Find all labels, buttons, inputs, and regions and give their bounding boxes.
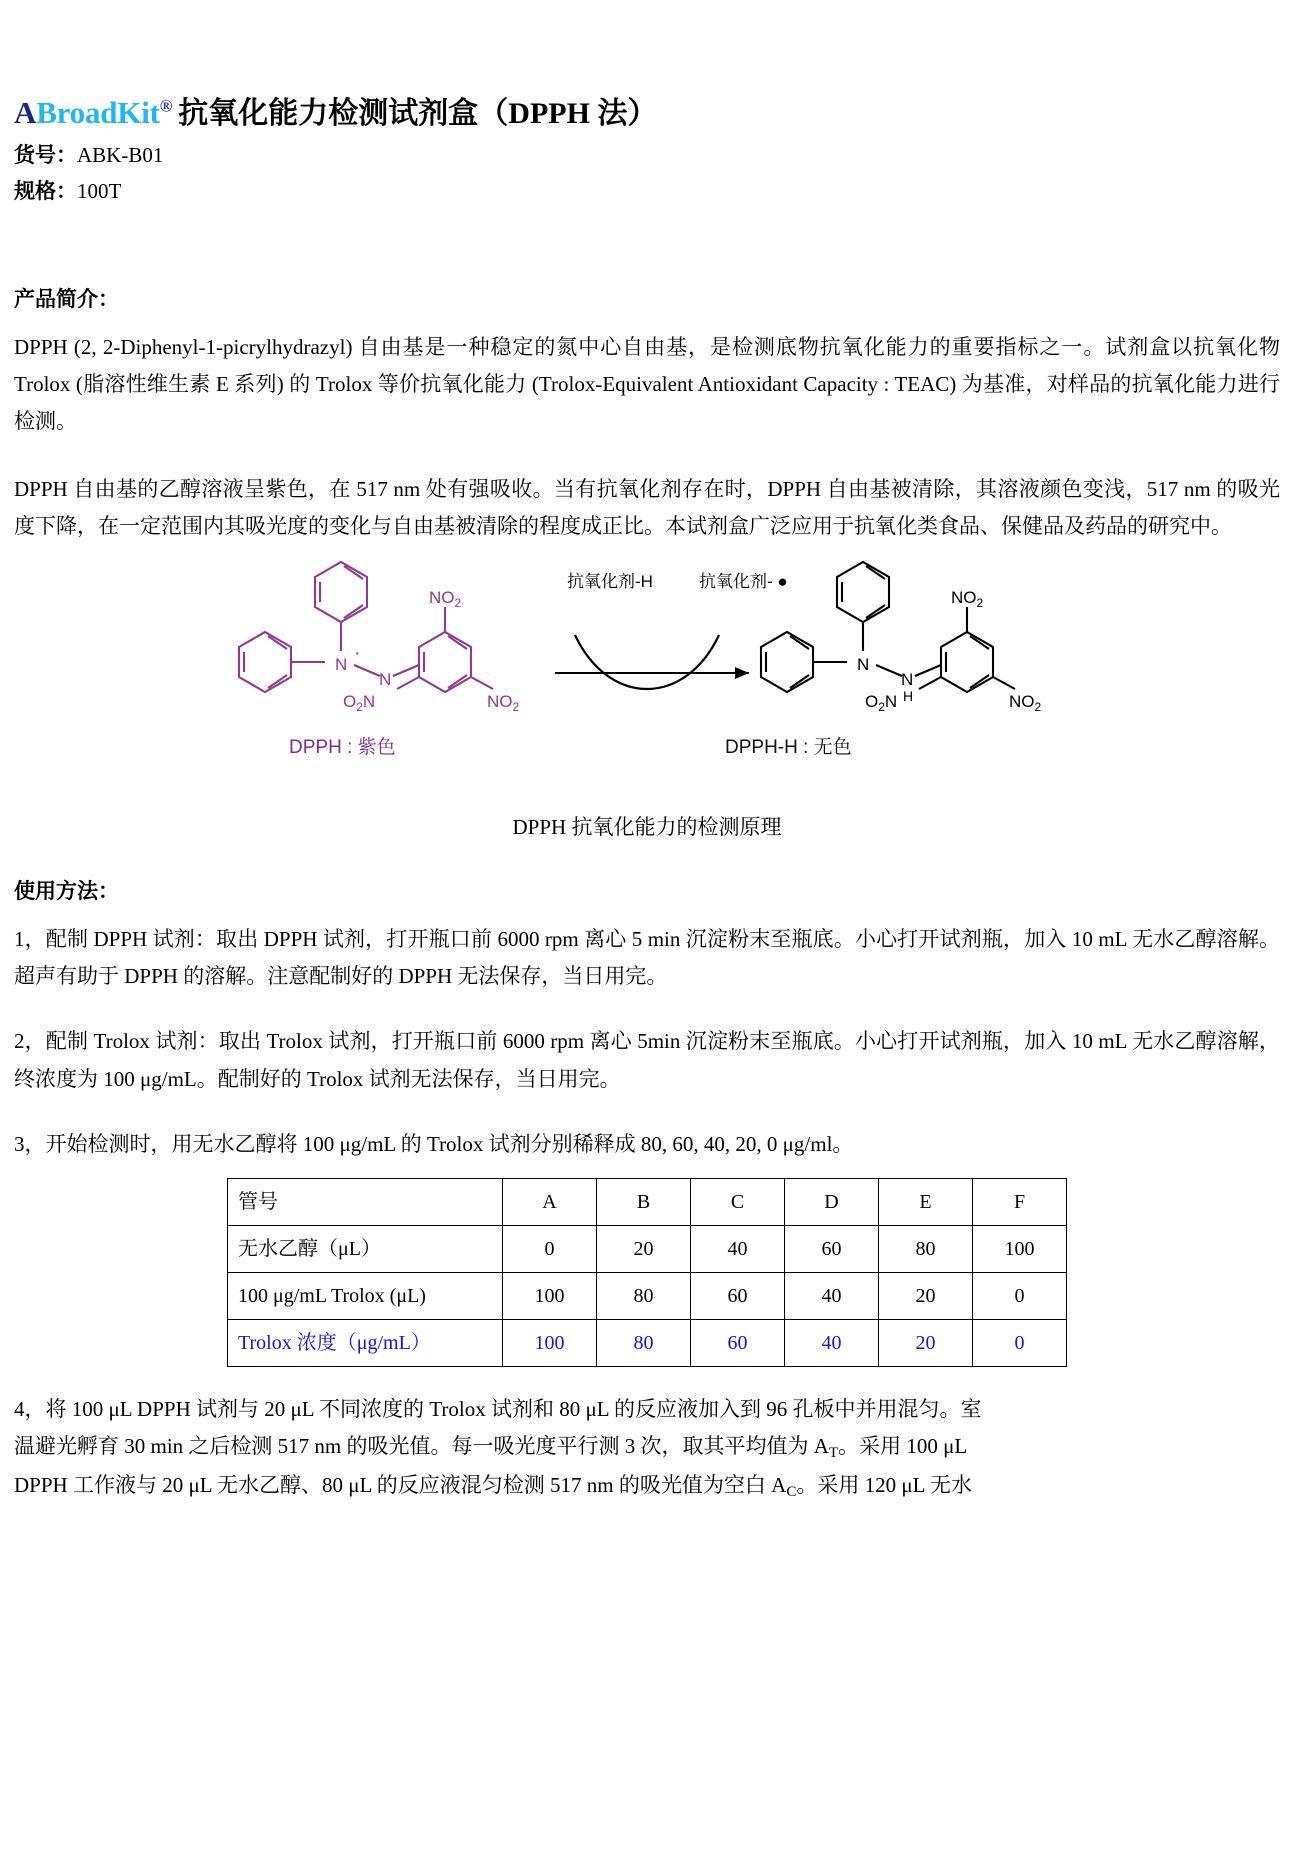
section-heading-intro: 产品简介： (14, 286, 119, 311)
table-cell: 80 (597, 1319, 691, 1366)
nitro-top: $NO_2$ (429, 588, 462, 611)
intro-paragraph-2: DPPH 自由基的乙醇溶液呈紫色，在 517 nm 处有强吸收。当有抗氧化剂存在时，DPPH 自由基被清除，其溶液颜色变浅，517 nm 的吸光度下降，在一定范围内其吸光度的变化与自由基被清除的程度成正比。本试剂盒广泛应用于抗氧化类食品、保健品及药品的研究中。 (14, 476, 1280, 539)
method-step-4-line-1: 4，将 100 μL DPPH 试剂与 20 μL 不同浓度的 Trolox 试剂和 80 μL 的反应液加入到 96 孔板中并用混匀。室 (14, 1396, 982, 1421)
dpph-atom-labels (335, 588, 520, 714)
brand-logo (14, 95, 172, 130)
table-cell: F (973, 1178, 1067, 1225)
spacer (14, 445, 1280, 471)
table-cell: 40 (691, 1225, 785, 1272)
table-row (228, 1178, 1067, 1225)
spacer (14, 209, 1280, 283)
absorbance-subscript-c: C (786, 1484, 797, 1501)
table-row-label: 无水乙醇（μL） (228, 1225, 503, 1272)
table-cell: 80 (879, 1225, 973, 1272)
method-step-4-line-3-rest: 。采用 120 μL 无水 (796, 1473, 972, 1498)
dpph-h-colorless-label: DPPH-H : 无色 (725, 737, 852, 759)
page-title (14, 92, 1280, 133)
table-row-label: Trolox 浓度（μg/mL） (228, 1319, 503, 1366)
table-row (228, 1225, 1067, 1272)
nitro-left-right: $O_2N$ (865, 692, 898, 715)
brand-logo-rest: BroadKit (36, 95, 160, 130)
atom-label-n2: N (379, 670, 392, 690)
product-title: 抗氧化能力检测试剂盒（DPPH 法） (178, 97, 658, 130)
table-row-highlighted (228, 1319, 1067, 1366)
nitro-top-right: $NO_2$ (951, 588, 984, 611)
table-cell: 80 (597, 1272, 691, 1319)
table-cell: 0 (973, 1319, 1067, 1366)
dpph-h-molecule-right (761, 562, 1015, 692)
table-cell: 60 (785, 1225, 879, 1272)
table-cell: 60 (691, 1319, 785, 1366)
catalog-number-label: 货号： (14, 142, 77, 167)
table-row (228, 1272, 1067, 1319)
table-row-label: 100 μg/mL Trolox (μL) (228, 1272, 503, 1319)
table-cell: 100 (973, 1225, 1067, 1272)
table-cell: 100 (503, 1319, 597, 1366)
table-cell: 0 (503, 1225, 597, 1272)
method-step-4-line-3-text: DPPH 工作液与 20 μL 无水乙醇、80 μL 的反应液混匀检测 517 nm 的吸光值为空白 A (14, 1473, 787, 1498)
radical-dot: · (354, 642, 361, 665)
table-cell: 20 (879, 1272, 973, 1319)
method-step-4-line-2-text: 温避光孵育 30 min 之后检测 517 nm 的吸光值。每一吸光度平行测 3 次，取其平均值为 A (14, 1433, 829, 1458)
method-step-3: 3，开始检测时，用无水乙醇将 100 μg/mL 的 Trolox 试剂分别稀释成 80, 60, 40, 20, 0 μg/ml。 (14, 1132, 854, 1157)
table-cell: 20 (879, 1319, 973, 1366)
table-cell: 100 (503, 1272, 597, 1319)
catalog-number-line (14, 137, 1280, 173)
table-cell: A (503, 1178, 597, 1225)
specification-line (14, 173, 1280, 209)
arrow-labels (567, 572, 788, 591)
reaction-arrow (555, 635, 749, 689)
specification-label: 规格： (14, 178, 77, 203)
dpph-molecule-left (239, 562, 493, 692)
absorbance-subscript-t: T (828, 1445, 839, 1462)
dilution-table-wrapper (14, 1178, 1280, 1367)
reagent-out-label: 抗氧化剂- ● (699, 572, 788, 592)
table-row-label: 管号 (228, 1178, 503, 1225)
spacer (14, 845, 1280, 875)
spacer (14, 999, 1280, 1023)
atom-label-n-right: N (857, 655, 870, 675)
method-step-4-line-2-rest: 。采用 100 μL (838, 1433, 968, 1458)
specification-value: 100T (77, 178, 122, 203)
trolox-dilution-table (227, 1178, 1067, 1367)
table-cell: E (879, 1178, 973, 1225)
table-cell: B (597, 1178, 691, 1225)
reagent-in-label: 抗氧化剂-H (567, 572, 653, 592)
reaction-scheme-diagram (14, 555, 1280, 805)
nitro-left: $O_2N$ (343, 692, 376, 715)
registered-trademark-icon: ® (159, 96, 173, 116)
method-step-2: 2，配制 Trolox 试剂：取出 Trolox 试剂，打开瓶口前 6000 rpm 离心 5min 沉淀粉末至瓶底。小心打开试剂瓶，加入 10 mL 无水乙醇溶解，终浓度为 100 μg/mL。配制好的 Trolox 试剂无法保存，当日用完。 (14, 1029, 1280, 1091)
table-cell: 20 (597, 1225, 691, 1272)
method-step-4-line-3 (14, 1467, 1280, 1506)
figure-caption: DPPH 抗氧化能力的检测原理 (512, 815, 782, 840)
table-cell: 60 (691, 1272, 785, 1319)
table-cell: 40 (785, 1272, 879, 1319)
catalog-number-value: ABK-B01 (77, 142, 164, 167)
atom-label-h: H (903, 688, 914, 705)
atom-label-n: N (335, 655, 348, 675)
table-body (228, 1178, 1067, 1366)
intro-paragraph-1: DPPH (2, 2-Diphenyl-1-picrylhydrazyl) 自由基是一种稳定的氮中心自由基，是检测底物抗氧化能力的重要指标之一。试剂盒以抗氧化物 Trolox (脂溶性维生素 E 系列) 的 Trolox 等价抗氧化能力 (Trolox-Equivalent Antioxidant Capacity : TEAC) 为基准，对样品的抗氧化能力进行检测。 (14, 334, 1280, 434)
spacer (14, 1102, 1280, 1126)
table-cell: 40 (785, 1319, 879, 1366)
dpph-h-atom-labels (857, 588, 1042, 714)
nitro-right-right: $NO_2$ (1009, 692, 1042, 715)
section-heading-method: 使用方法： (14, 879, 119, 904)
method-step-1: 1，配制 DPPH 试剂：取出 DPPH 试剂，打开瓶口前 6000 rpm 离心 5 min 沉淀粉末至瓶底。小心打开试剂瓶，加入 10 mL 无水乙醇溶解。超声有助于 DPPH 的溶解。注意配制好的 DPPH 无法保存，当日用完。 (14, 926, 1280, 988)
spacer (14, 1373, 1280, 1391)
reaction-scheme-svg (237, 555, 1057, 805)
table-cell: D (785, 1178, 879, 1225)
brand-logo-a: A (14, 95, 37, 130)
nitro-right: $NO_2$ (487, 692, 520, 715)
dpph-purple-label: DPPH : 紫色 (289, 737, 396, 759)
atom-label-n2-right: N (901, 670, 914, 690)
table-cell: 0 (973, 1272, 1067, 1319)
method-step-4-line-2 (14, 1428, 1280, 1467)
table-cell: C (691, 1178, 785, 1225)
